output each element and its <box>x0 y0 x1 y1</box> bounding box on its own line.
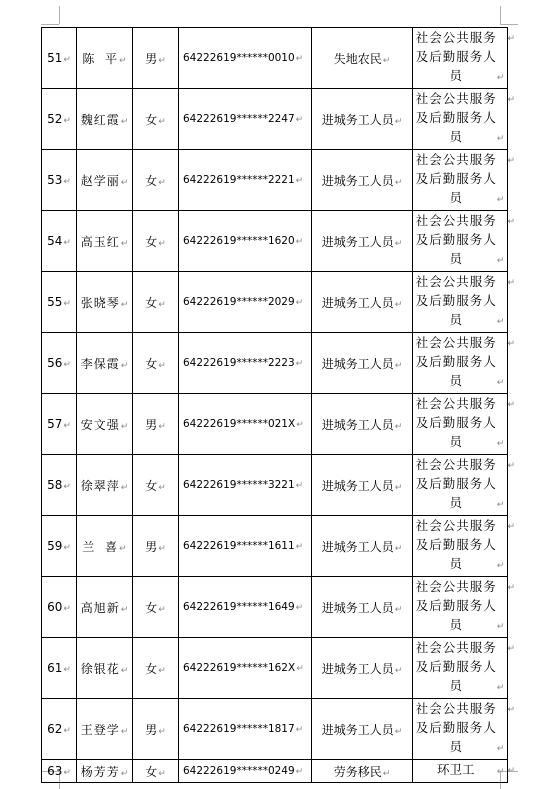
paragraph-mark-icon: ↵ <box>63 604 71 614</box>
cell-text-no: 58 <box>47 478 63 492</box>
cell-text-sex: 女 <box>145 234 158 249</box>
cell-text-job: 社会公共服务及后勤服务人员 <box>415 335 496 388</box>
paragraph-mark-icon: ↵ <box>394 665 403 676</box>
crop-mark <box>500 24 518 25</box>
paragraph-mark-icon: ↵ <box>120 665 129 676</box>
cell-name <box>77 333 133 394</box>
cell-gender <box>133 333 179 394</box>
cell-name <box>77 699 133 760</box>
cell-name <box>77 28 133 89</box>
paragraph-mark-icon: ↵ <box>158 665 166 676</box>
table-row <box>42 394 508 455</box>
paragraph-mark-icon: ↵ <box>295 603 304 613</box>
cell-text-id: 64222619******2221 <box>183 174 295 186</box>
paragraph-mark-icon: ↵ <box>158 360 166 371</box>
cell-text-job: 社会公共服务及后勤服务人员 <box>415 213 496 266</box>
cell-position <box>413 638 515 699</box>
cell-text-no: 57 <box>47 417 63 431</box>
paragraph-mark-icon: ↵ <box>120 299 129 310</box>
cell-name <box>77 89 133 150</box>
cell-text-type: 进城务工人员 <box>321 295 394 310</box>
cell-position <box>413 89 515 150</box>
paragraph-mark-icon: ↵ <box>496 439 505 449</box>
paragraph-mark-icon: ↵ <box>507 644 515 654</box>
paragraph-mark-icon: ↵ <box>507 522 515 532</box>
paragraph-mark-icon: ↵ <box>63 177 71 187</box>
cell-name <box>77 455 133 516</box>
cell-text-type: 进城务工人员 <box>321 539 394 554</box>
cell-id-number <box>179 577 312 638</box>
paragraph-mark-icon: ↵ <box>295 298 304 308</box>
cell-name <box>77 516 133 577</box>
cell-text-job: 社会公共服务及后勤服务人员 <box>415 152 496 205</box>
cell-text-no: 52 <box>47 112 63 126</box>
cell-text-type: 进城务工人员 <box>321 112 394 127</box>
paragraph-mark-icon: ↵ <box>496 73 505 83</box>
cell-number <box>42 577 77 638</box>
cell-name <box>77 638 133 699</box>
paragraph-mark-icon: ↵ <box>496 500 505 510</box>
paragraph-mark-icon: ↵ <box>120 604 129 615</box>
cell-number <box>42 699 77 760</box>
table-row <box>42 455 508 516</box>
cell-text-no: 61 <box>47 661 63 675</box>
cell-text-id: 64222619******0010 <box>183 52 295 64</box>
cell-gender <box>133 699 179 760</box>
paragraph-mark-icon: ↵ <box>496 744 505 754</box>
cell-id-number <box>179 89 312 150</box>
cell-text-name: 王登学 <box>80 722 120 737</box>
cell-name <box>77 150 133 211</box>
paragraph-mark-icon: ↵ <box>382 55 391 66</box>
paragraph-mark-icon: ↵ <box>63 665 71 675</box>
cell-text-id: 64222619******3221 <box>183 479 295 491</box>
cell-position <box>413 211 515 272</box>
cell-gender <box>133 577 179 638</box>
paragraph-mark-icon: ↵ <box>296 664 304 674</box>
cell-number <box>42 28 77 89</box>
paragraph-mark-icon: ↵ <box>496 378 505 388</box>
cell-text-type: 进城务工人员 <box>321 173 394 188</box>
cell-name <box>77 760 133 783</box>
paragraph-mark-icon: ↵ <box>507 339 515 349</box>
cell-number <box>42 638 77 699</box>
cell-text-name: 高旭新 <box>80 600 120 615</box>
cell-text-type: 劳务移民 <box>333 764 382 779</box>
paragraph-mark-icon: ↵ <box>507 705 515 715</box>
paragraph-mark-icon: ↵ <box>63 116 71 126</box>
table-row <box>42 760 508 783</box>
paragraph-mark-icon: ↵ <box>295 767 304 777</box>
cell-gender <box>133 28 179 89</box>
paragraph-mark-icon: ↵ <box>120 360 129 371</box>
cell-text-type: 进城务工人员 <box>321 478 394 493</box>
cell-text-no: 53 <box>47 173 63 187</box>
cell-text-id: 64222619******0249 <box>183 765 295 777</box>
cell-text-type: 进城务工人员 <box>321 722 394 737</box>
paragraph-mark-icon: ↵ <box>496 622 505 632</box>
cell-text-no: 59 <box>47 539 63 553</box>
cell-text-job: 社会公共服务及后勤服务人员 <box>415 579 496 632</box>
crop-mark <box>500 6 501 24</box>
cell-number <box>42 150 77 211</box>
cell-text-type: 进城务工人员 <box>321 356 394 371</box>
paragraph-mark-icon: ↵ <box>119 55 127 66</box>
cell-text-id: 64222619******2029 <box>183 296 295 308</box>
cell-text-sex: 男 <box>145 51 158 66</box>
paragraph-mark-icon: ↵ <box>158 238 166 249</box>
paragraph-mark-icon: ↵ <box>382 768 391 779</box>
table-row <box>42 211 508 272</box>
cell-position <box>413 760 515 783</box>
paragraph-mark-icon: ↵ <box>295 481 304 491</box>
paragraph-mark-icon: ↵ <box>295 542 304 552</box>
cell-text-sex: 男 <box>145 539 158 554</box>
paragraph-mark-icon: ↵ <box>507 766 515 776</box>
cell-text-no: 51 <box>47 51 63 65</box>
paragraph-mark-icon: ↵ <box>295 725 304 735</box>
paragraph-mark-icon: ↵ <box>63 299 71 309</box>
paragraph-mark-icon: ↵ <box>63 543 71 553</box>
cell-text-type: 进城务工人员 <box>321 661 394 676</box>
paragraph-mark-icon: ↵ <box>394 726 403 737</box>
cell-text-job: 社会公共服务及后勤服务人员 <box>415 30 496 83</box>
cell-position <box>413 516 515 577</box>
cell-position <box>413 28 515 89</box>
paragraph-mark-icon: ↵ <box>158 299 166 310</box>
paragraph-mark-icon: ↵ <box>507 217 515 227</box>
cell-text-sex: 女 <box>145 764 158 779</box>
cell-number <box>42 394 77 455</box>
cell-number <box>42 333 77 394</box>
paragraph-mark-icon: ↵ <box>394 421 403 432</box>
cell-id-number <box>179 699 312 760</box>
cell-position <box>413 333 515 394</box>
paragraph-mark-icon: ↵ <box>295 176 304 186</box>
paragraph-mark-icon: ↵ <box>120 726 129 737</box>
paragraph-mark-icon: ↵ <box>120 768 129 779</box>
paragraph-mark-icon: ↵ <box>63 238 71 248</box>
table-row <box>42 638 508 699</box>
cell-category <box>312 516 413 577</box>
roster-table-body <box>42 28 515 783</box>
cell-id-number <box>179 394 312 455</box>
paragraph-mark-icon: ↵ <box>507 583 515 593</box>
cell-gender <box>133 89 179 150</box>
paragraph-mark-icon: ↵ <box>394 177 403 188</box>
cell-text-no: 60 <box>47 600 63 614</box>
paragraph-mark-icon: ↵ <box>394 360 403 371</box>
cell-text-type: 失地农民 <box>333 51 382 66</box>
paragraph-mark-icon: ↵ <box>63 421 71 431</box>
table-row <box>42 699 508 760</box>
cell-text-type: 进城务工人员 <box>321 234 394 249</box>
cell-text-name: 安文强 <box>80 417 120 432</box>
paragraph-mark-icon: ↵ <box>496 256 505 266</box>
cell-text-name: 张晓琴 <box>80 295 120 310</box>
cell-text-type: 进城务工人员 <box>321 600 394 615</box>
cell-position <box>413 272 515 333</box>
cell-text-sex: 女 <box>145 112 158 127</box>
cell-text-name: 兰 喜 <box>82 539 119 554</box>
paragraph-mark-icon: ↵ <box>394 604 403 615</box>
paragraph-mark-icon: ↵ <box>496 683 505 693</box>
cell-text-id: 64222619******2223 <box>183 357 295 369</box>
table-row <box>42 272 508 333</box>
paragraph-mark-icon: ↵ <box>158 768 166 779</box>
paragraph-mark-icon: ↵ <box>63 360 71 370</box>
cell-gender <box>133 455 179 516</box>
cell-id-number <box>179 211 312 272</box>
cell-text-sex: 男 <box>145 417 158 432</box>
cell-position <box>413 577 515 638</box>
cell-text-sex: 女 <box>145 478 158 493</box>
cell-text-id: 64222619******1620 <box>183 235 295 247</box>
paragraph-mark-icon: ↵ <box>63 482 71 492</box>
cell-text-name: 徐银花 <box>80 661 120 676</box>
cell-text-id: 64222619******021X <box>183 418 296 430</box>
paragraph-mark-icon: ↵ <box>120 238 129 249</box>
cell-number <box>42 211 77 272</box>
paragraph-mark-icon: ↵ <box>394 299 403 310</box>
paragraph-mark-icon: ↵ <box>120 116 129 127</box>
cell-text-name: 魏红霞 <box>80 112 120 127</box>
cell-category <box>312 28 413 89</box>
cell-gender <box>133 516 179 577</box>
cell-text-job: 社会公共服务及后勤服务人员 <box>415 457 496 510</box>
paragraph-mark-icon: ↵ <box>507 461 515 471</box>
paragraph-mark-icon: ↵ <box>496 195 505 205</box>
cell-text-sex: 男 <box>145 722 158 737</box>
cell-id-number <box>179 638 312 699</box>
cell-text-name: 高玉红 <box>80 234 120 249</box>
cell-text-no: 62 <box>47 722 63 736</box>
paragraph-mark-icon: ↵ <box>394 482 403 493</box>
cell-text-name: 赵学丽 <box>80 173 120 188</box>
paragraph-mark-icon: ↵ <box>295 237 304 247</box>
cell-text-name: 李保霞 <box>80 356 120 371</box>
cell-text-job: 社会公共服务及后勤服务人员 <box>415 518 496 571</box>
paragraph-mark-icon: ↵ <box>120 421 129 432</box>
cell-number <box>42 760 77 783</box>
cell-text-sex: 女 <box>145 356 158 371</box>
paragraph-mark-icon: ↵ <box>63 726 71 736</box>
cell-text-name: 徐翠萍 <box>80 478 120 493</box>
cell-id-number <box>179 516 312 577</box>
paragraph-mark-icon: ↵ <box>158 177 166 188</box>
paragraph-mark-icon: ↵ <box>394 238 403 249</box>
cell-text-job: 社会公共服务及后勤服务人员 <box>415 396 496 449</box>
roster-table <box>41 27 515 783</box>
paragraph-mark-icon: ↵ <box>296 420 304 430</box>
cell-text-id: 64222619******162X <box>183 662 296 674</box>
cell-position <box>413 455 515 516</box>
cell-category <box>312 394 413 455</box>
cell-position <box>413 150 515 211</box>
cell-category <box>312 333 413 394</box>
paragraph-mark-icon: ↵ <box>295 115 304 125</box>
paragraph-mark-icon: ↵ <box>507 278 515 288</box>
paragraph-mark-icon: ↵ <box>507 400 515 410</box>
cell-text-job: 社会公共服务及后勤服务人员 <box>415 701 496 754</box>
paragraph-mark-icon: ↵ <box>158 116 166 127</box>
cell-category <box>312 211 413 272</box>
cell-id-number <box>179 150 312 211</box>
cell-category <box>312 272 413 333</box>
cell-text-job: 社会公共服务及后勤服务人员 <box>415 274 496 327</box>
cell-id-number <box>179 272 312 333</box>
cell-text-id: 64222619******2247 <box>183 113 295 125</box>
crop-mark <box>59 6 60 24</box>
cell-text-job: 社会公共服务及后勤服务人员 <box>415 91 496 144</box>
cell-number <box>42 455 77 516</box>
cell-number <box>42 516 77 577</box>
cell-text-job: 环卫工 <box>436 762 475 777</box>
cell-id-number <box>179 28 312 89</box>
paragraph-mark-icon: ↵ <box>158 543 166 554</box>
cell-text-id: 64222619******1649 <box>183 601 295 613</box>
cell-name <box>77 272 133 333</box>
cell-text-sex: 女 <box>145 173 158 188</box>
cell-position <box>413 699 515 760</box>
cell-text-id: 64222619******1817 <box>183 723 295 735</box>
paragraph-mark-icon: ↵ <box>158 421 166 432</box>
paragraph-mark-icon: ↵ <box>120 482 129 493</box>
paragraph-mark-icon: ↵ <box>158 55 166 66</box>
cell-id-number <box>179 333 312 394</box>
paragraph-mark-icon: ↵ <box>394 543 403 554</box>
crop-mark <box>41 24 59 25</box>
cell-number <box>42 89 77 150</box>
cell-gender <box>133 638 179 699</box>
paragraph-mark-icon: ↵ <box>507 34 515 44</box>
paragraph-mark-icon: ↵ <box>496 134 505 144</box>
paragraph-mark-icon: ↵ <box>507 156 515 166</box>
cell-category <box>312 699 413 760</box>
paragraph-mark-icon: ↵ <box>507 95 515 105</box>
paragraph-mark-icon: ↵ <box>394 116 403 127</box>
cell-text-job: 社会公共服务及后勤服务人员 <box>415 640 496 693</box>
cell-id-number <box>179 760 312 783</box>
cell-text-no: 63 <box>47 764 63 778</box>
paragraph-mark-icon: ↵ <box>158 482 166 493</box>
table-row <box>42 89 508 150</box>
table-row <box>42 577 508 638</box>
paragraph-mark-icon: ↵ <box>120 177 129 188</box>
cell-text-sex: 女 <box>145 661 158 676</box>
cell-position <box>413 394 515 455</box>
cell-text-sex: 女 <box>145 600 158 615</box>
paragraph-mark-icon: ↵ <box>295 54 304 64</box>
paragraph-mark-icon: ↵ <box>158 604 166 615</box>
table-row <box>42 28 508 89</box>
cell-gender <box>133 211 179 272</box>
cell-text-no: 54 <box>47 234 63 248</box>
cell-name <box>77 394 133 455</box>
cell-text-sex: 女 <box>145 295 158 310</box>
cell-name <box>77 577 133 638</box>
cell-gender <box>133 150 179 211</box>
paragraph-mark-icon: ↵ <box>63 768 71 778</box>
cell-text-no: 55 <box>47 295 63 309</box>
table-row <box>42 333 508 394</box>
cell-category <box>312 455 413 516</box>
paragraph-mark-icon: ↵ <box>295 359 304 369</box>
cell-gender <box>133 760 179 783</box>
table-row <box>42 516 508 577</box>
cell-category <box>312 577 413 638</box>
cell-text-name: 陈 平 <box>82 51 119 66</box>
cell-id-number <box>179 455 312 516</box>
paragraph-mark-icon: ↵ <box>496 317 505 327</box>
cell-name <box>77 211 133 272</box>
cell-gender <box>133 394 179 455</box>
cell-category <box>312 760 413 783</box>
paragraph-mark-icon: ↵ <box>119 543 127 554</box>
cell-text-name: 杨芳芳 <box>80 764 120 779</box>
paragraph-mark-icon: ↵ <box>63 55 71 65</box>
paragraph-mark-icon: ↵ <box>496 767 505 777</box>
cell-category <box>312 638 413 699</box>
paragraph-mark-icon: ↵ <box>496 561 505 571</box>
paragraph-mark-icon: ↵ <box>158 726 166 737</box>
cell-text-id: 64222619******1611 <box>183 540 295 552</box>
cell-gender <box>133 272 179 333</box>
cell-text-type: 进城务工人员 <box>321 417 394 432</box>
cell-category <box>312 89 413 150</box>
table-row <box>42 150 508 211</box>
cell-category <box>312 150 413 211</box>
cell-text-no: 56 <box>47 356 63 370</box>
cell-number <box>42 272 77 333</box>
